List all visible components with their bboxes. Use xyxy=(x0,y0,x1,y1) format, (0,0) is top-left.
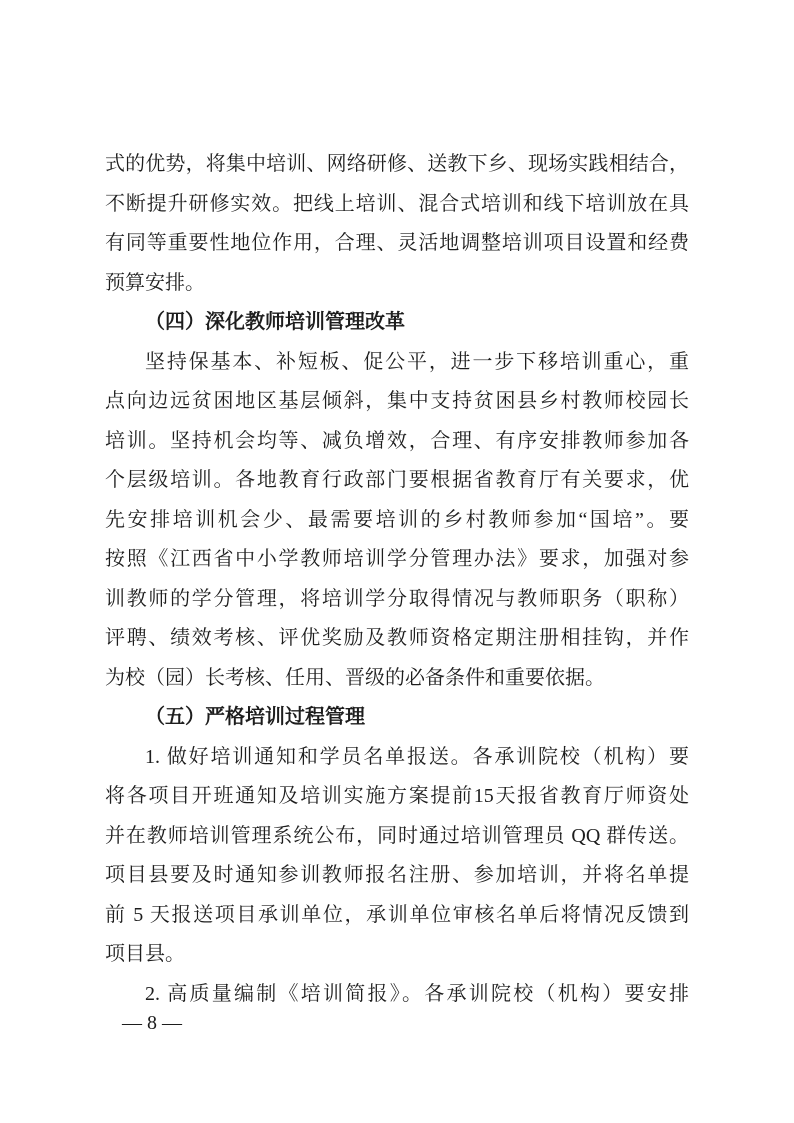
body-line: 有同等重要性地位作用，合理、灵活地调整培训项目设置和经费 xyxy=(105,232,689,254)
numbered-item-1-line: 1. 做好培训通知和学员名单报送。各承训院校（机构）要 xyxy=(145,745,689,768)
body-line: 培训。坚持机会均等、减负增效，合理、有序安排教师参加各 xyxy=(105,429,689,452)
section-heading-4: （四）深化教师培训管理改革 xyxy=(145,311,405,333)
body-line: 点向边远贫困地区基层倾斜，集中支持贫困县乡村教师校园长 xyxy=(105,390,689,412)
body-line: 式的优势，将集中培训、网络研修、送教下乡、现场实践相结合， xyxy=(105,153,689,175)
body-line: 不断提升研修实效。把线上培训、混合式培训和线下培训放在具 xyxy=(105,192,689,215)
section-heading-5: （五）严格培训过程管理 xyxy=(145,706,365,728)
document-body xyxy=(105,145,689,1014)
body-line: 项目县要及时通知参训教师报名注册、参加培训，并将名单提 xyxy=(105,864,689,886)
body-line: 坚持保基本、补短板、促公平，进一步下移培训重心，重 xyxy=(145,350,689,373)
paragraph-end-line: 项目县。 xyxy=(105,943,185,965)
numbered-item-2-line: 2. 高质量编制《培训简报》。各承训院校（机构）要安排 xyxy=(145,982,689,1005)
body-line: 将各项目开班通知及培训实施方案提前15天报省教育厅师资处 xyxy=(105,785,689,807)
body-line: 评聘、绩效考核、评优奖励及教师资格定期注册相挂钩，并作 xyxy=(105,627,689,649)
body-line: 先安排培训机会少、最需要培训的乡村教师参加“国培”。要 xyxy=(105,508,689,531)
body-line: 个层级培训。各地教育行政部门要根据省教育厅有关要求，优 xyxy=(105,469,689,491)
body-line: 按照《江西省中小学教师培训学分管理办法》要求，加强对参 xyxy=(105,548,689,570)
body-line: 前 5 天报送项目承训单位，承训单位审核名单后将情况反馈到 xyxy=(105,903,689,926)
body-line: 训教师的学分管理，将培训学分取得情况与教师职务（职称） xyxy=(105,587,689,610)
page-number: — 8 — xyxy=(122,1012,182,1034)
body-line: 并在教师培训管理系统公布，同时通过培训管理员 QQ 群传送。 xyxy=(105,824,689,847)
paragraph-end-line: 预算安排。 xyxy=(105,271,205,294)
paragraph-end-line: 为校（园）长考核、任用、晋级的必备条件和重要依据。 xyxy=(105,666,605,689)
